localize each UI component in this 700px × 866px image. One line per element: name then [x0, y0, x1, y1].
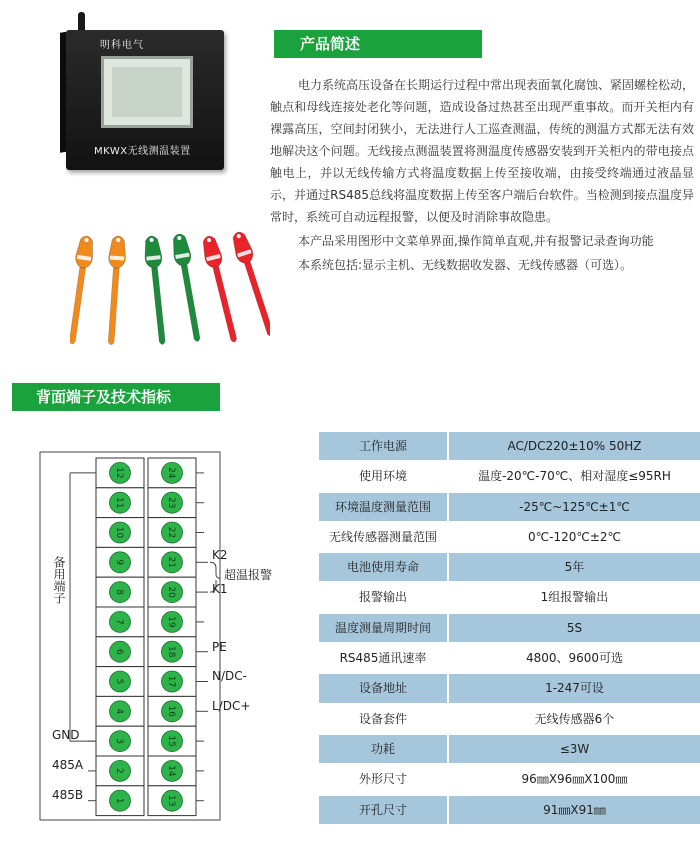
- terminal-number: 7: [114, 619, 124, 625]
- terminal-number: 19: [166, 616, 176, 628]
- sensor-tag: [103, 235, 127, 345]
- spec-key: 无线传感器测量范围: [319, 523, 447, 551]
- spec-value: 5年: [447, 553, 700, 581]
- spec-key: 报警输出: [319, 583, 447, 611]
- terminal-number: 12: [114, 467, 124, 479]
- terminal-number: 17: [166, 675, 176, 688]
- label-spare-terminals: 备用端子: [52, 556, 66, 604]
- spec-row: [319, 674, 700, 704]
- section-title-terminals-specs: 背面端子及技术指标: [12, 383, 220, 411]
- label-k1: K1: [212, 582, 228, 596]
- label-overtemp-alarm: 超温报警: [224, 568, 273, 582]
- label-pe: PE: [212, 640, 227, 654]
- terminal-number: 18: [166, 645, 176, 658]
- device-photo: [66, 12, 224, 162]
- spec-row: [319, 462, 700, 492]
- terminal-number: 24: [166, 467, 176, 479]
- device-body: [66, 30, 224, 170]
- spec-row: [319, 583, 700, 613]
- spec-key: 设备套件: [319, 705, 447, 733]
- spec-value: 4800、9600可选: [447, 644, 700, 672]
- device-brand: 明科电气: [100, 40, 144, 51]
- terminal-number: 21: [166, 556, 176, 569]
- sensor-tag: [170, 233, 205, 343]
- device-lcd-screen: [101, 56, 193, 128]
- terminal-number: 15: [166, 735, 176, 747]
- label-k2: K2: [212, 548, 228, 562]
- spec-value: 96㎜X96㎜X100㎜: [447, 765, 700, 793]
- spec-row: [319, 796, 700, 826]
- spec-row: [319, 705, 700, 735]
- spec-key: RS485通讯速率: [319, 644, 447, 672]
- spec-value: 0℃-120℃±2℃: [447, 523, 700, 551]
- product-intro: [270, 74, 694, 276]
- spec-key: 使用环境: [319, 462, 447, 490]
- intro-paragraph-3: 本系统包括:显示主机、无线数据收发器、无线传感器（可选）。: [298, 258, 633, 272]
- label-n-dc: N/DC-: [212, 669, 247, 683]
- terminal-number: 9: [114, 559, 124, 566]
- spec-value: 5S: [447, 614, 700, 642]
- spec-row: [319, 765, 700, 795]
- terminal-number: 3: [114, 738, 124, 744]
- spec-value: 温度-20℃-70℃、相对湿度≤95RH: [447, 462, 700, 490]
- terminal-number: 11: [114, 496, 124, 509]
- spec-value: 1组报警输出: [447, 583, 700, 611]
- spec-value: AC/DC220±10% 50HZ: [447, 432, 700, 460]
- spec-key: 温度测量周期时间: [319, 614, 447, 642]
- spec-value: 无线传感器6个: [447, 705, 700, 733]
- spec-row: [319, 493, 700, 523]
- terminal-number: 14: [166, 765, 176, 777]
- terminal-number: 10: [114, 526, 124, 539]
- label-485a: 485A: [52, 758, 84, 772]
- spec-key: 工作电源: [319, 432, 447, 460]
- terminal-number: 4: [114, 708, 124, 715]
- terminal-number: 5: [114, 678, 124, 685]
- alarm-brace: [210, 562, 220, 578]
- section-title-overview: 产品简述: [274, 30, 482, 58]
- spec-row: [319, 523, 700, 553]
- terminal-number: 13: [166, 794, 176, 807]
- intro-paragraph-2: 本产品采用图形中文菜单界面,操作简单直观,并有报警记录查询功能: [298, 234, 654, 248]
- device-model: MKWX无线测温装置: [94, 146, 191, 157]
- spec-key: 功耗: [319, 735, 447, 763]
- label-gnd: GND: [52, 728, 80, 742]
- sensor-tag: [70, 235, 95, 345]
- spec-value: -25℃~125℃±1℃: [447, 493, 700, 521]
- sensor-tag: [143, 235, 171, 345]
- spec-key: 电池使用寿命: [319, 553, 447, 581]
- sensor-tag: [230, 230, 270, 339]
- terminal-number: 22: [166, 526, 176, 539]
- terminal-number: 20: [166, 586, 176, 598]
- spec-key: 设备地址: [319, 674, 447, 702]
- spec-row: [319, 735, 700, 765]
- intro-paragraph-1: 电力系统高压设备在长期运行过程中常出现表面氧化腐蚀、紧固螺栓松动，触点和母线连接处老化等问题，造成设备过热甚至出现严重事故。而开关柜内有裸露高压，空间封闭狭小，无法进行人工巡查测温，传统的测温方式都无法有效地解决这个问题。无线接点测温装置将测温度传感器安装到开关柜内的带电接点触电上，并以无线传输方式将温度数据上传至接收端，由接受终端通过液晶显示，并通过RS485总线将温度数据上传至客户端后台软件。当检测到接点温度异常时，系统可自动远程报警，以便及时消除事故隐患。: [270, 78, 695, 224]
- terminal-number: 1: [114, 797, 124, 804]
- spec-row: [319, 614, 700, 644]
- label-485b: 485B: [52, 788, 84, 802]
- spec-key: 开孔尺寸: [319, 796, 447, 824]
- sensor-tags-photo: [70, 228, 270, 358]
- terminal-number: 2: [114, 768, 124, 774]
- spec-key: 环境温度测量范围: [319, 493, 447, 521]
- spec-row: [319, 432, 700, 462]
- spec-key: 外形尺寸: [319, 765, 447, 793]
- terminal-number: 23: [166, 496, 176, 509]
- terminal-number: 6: [114, 648, 124, 655]
- spec-table: [319, 432, 700, 826]
- terminal-number: 16: [166, 705, 176, 718]
- spec-value: 91㎜X91㎜: [447, 796, 700, 824]
- label-l-dc: L/DC+: [212, 699, 251, 713]
- spec-value: 1-247可设: [447, 674, 700, 702]
- spec-row: [319, 644, 700, 674]
- spec-row: [319, 553, 700, 583]
- terminal-number: 8: [114, 589, 124, 595]
- spec-value: ≤3W: [447, 735, 700, 763]
- terminal-diagram: [0, 430, 300, 830]
